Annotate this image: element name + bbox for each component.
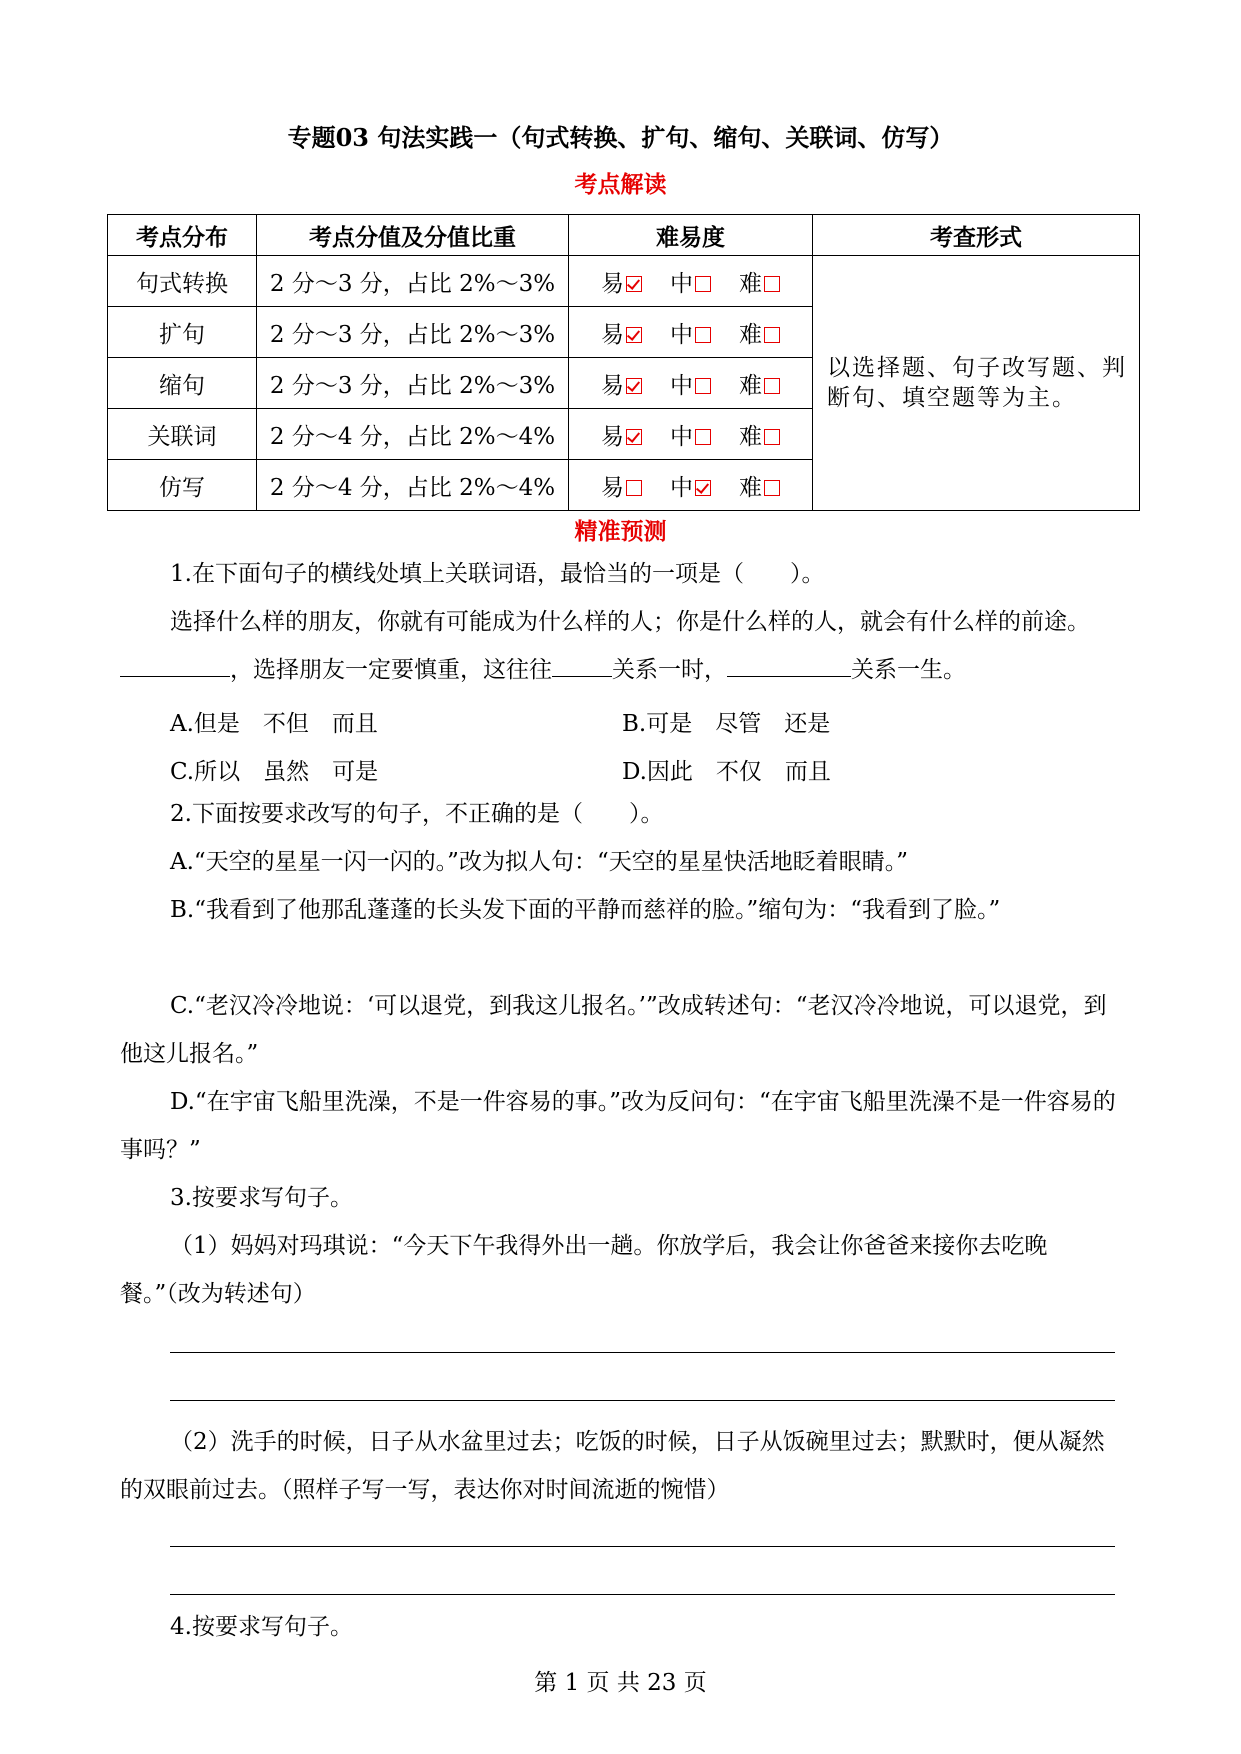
difficulty-option	[739, 265, 780, 298]
difficulty-option	[601, 367, 642, 400]
score-cell: 2 分～3 分，占比 2%～3%	[257, 307, 569, 358]
q1-option-a: A.但是 不但 而且	[170, 711, 378, 737]
topic-cell: 句式转换	[108, 256, 257, 307]
checked-box-icon	[626, 327, 642, 343]
q2-option-a: A.“天空的星星一闪一闪的。”改为拟人句：“天空的星星快活地眨着眼睛。”	[170, 849, 908, 875]
difficulty-option	[670, 265, 711, 298]
table-row	[108, 256, 1140, 307]
q2-option-c: C.“老汉冷冷地说：‘可以退党，到我这儿报名。’”改成转述句：“老汉冷冷地说，可以退党，到他这儿报名。”	[120, 993, 1107, 1067]
header-cell: 难易度	[569, 215, 813, 256]
q1-option-c: C.所以 虽然 可是	[170, 759, 379, 785]
difficulty-cell	[569, 307, 813, 358]
exam-points-table	[107, 214, 1140, 511]
difficulty-option	[739, 316, 780, 349]
answer-line[interactable]	[170, 1400, 1115, 1401]
difficulty-option	[670, 469, 711, 502]
difficulty-label: 易	[601, 423, 624, 450]
difficulty-label: 易	[601, 321, 624, 348]
answer-line[interactable]	[170, 1594, 1115, 1595]
checked-box-icon	[626, 429, 642, 445]
section-heading-analysis: 考点解读	[574, 171, 667, 198]
header-cell: 考点分值及分值比重	[257, 215, 569, 256]
difficulty-label: 易	[601, 270, 624, 297]
difficulty-cell	[569, 358, 813, 409]
q2-stem: 2.下面按要求改写的句子，不正确的是（ ）。	[170, 801, 664, 827]
topic-cell: 关联词	[108, 409, 257, 460]
difficulty-label: 易	[601, 474, 624, 501]
difficulty-label: 中	[670, 474, 693, 501]
empty-box-icon	[764, 327, 780, 343]
difficulty-option	[601, 418, 642, 451]
difficulty-label: 难	[739, 423, 762, 450]
empty-box-icon	[695, 276, 711, 292]
answer-line[interactable]	[170, 1546, 1115, 1547]
difficulty-label: 难	[739, 321, 762, 348]
difficulty-option	[739, 367, 780, 400]
difficulty-option	[670, 316, 711, 349]
difficulty-label: 中	[670, 372, 693, 399]
q1-stem: 1.在下面句子的横线处填上关联词语，最恰当的一项是（ ）。	[170, 561, 825, 587]
empty-box-icon	[764, 378, 780, 394]
empty-box-icon	[764, 480, 780, 496]
difficulty-option	[670, 367, 711, 400]
q3-stem: 3.按要求写句子。	[170, 1185, 353, 1211]
empty-box-icon	[764, 276, 780, 292]
header-cell: 考查形式	[813, 215, 1140, 256]
difficulty-label: 中	[670, 321, 693, 348]
difficulty-cell	[569, 409, 813, 460]
empty-box-icon	[695, 327, 711, 343]
difficulty-label: 中	[670, 270, 693, 297]
difficulty-label: 易	[601, 372, 624, 399]
score-cell: 2 分～4 分，占比 2%～4%	[257, 460, 569, 511]
q1-passage	[120, 598, 1120, 694]
q1-option-b: B.可是 尽管 还是	[622, 711, 831, 737]
q1-passage-text: ，选择朋友一定要慎重，这往往	[230, 657, 552, 683]
empty-box-icon	[764, 429, 780, 445]
score-cell: 2 分～4 分，占比 2%～4%	[257, 409, 569, 460]
difficulty-option	[601, 265, 642, 298]
difficulty-cell	[569, 460, 813, 511]
empty-box-icon	[695, 378, 711, 394]
topic-cell: 扩句	[108, 307, 257, 358]
blank-line	[727, 656, 851, 677]
score-cell: 2 分～3 分，占比 2%～3%	[257, 358, 569, 409]
q4-stem: 4.按要求写句子。	[170, 1614, 353, 1640]
empty-box-icon	[695, 429, 711, 445]
header-cell: 考点分布	[108, 215, 257, 256]
table-header-row	[108, 215, 1140, 256]
answer-line[interactable]	[170, 1352, 1115, 1353]
difficulty-label: 难	[739, 270, 762, 297]
q2-option-b: B.“我看到了他那乱蓬蓬的长头发下面的平静而慈祥的脸。”缩句为：“我看到了脸。”	[170, 897, 1001, 923]
form-cell: 以选择题、句子改写题、判断句、填空题等为主。	[813, 256, 1140, 511]
difficulty-option	[670, 418, 711, 451]
blank-line	[120, 656, 230, 677]
q1-option-d: D.因此 不仅 而且	[622, 759, 831, 785]
topic-cell: 缩句	[108, 358, 257, 409]
difficulty-option	[739, 469, 780, 502]
q1-passage-text: 选择什么样的朋友，你就有可能成为什么样的人；你是什么样的人，就会有什么样的前途。	[170, 609, 1090, 635]
q1-passage-text: 关系一生。	[851, 657, 966, 683]
difficulty-option	[601, 469, 642, 502]
difficulty-label: 难	[739, 372, 762, 399]
checked-box-icon	[626, 276, 642, 292]
q1-passage-text: 关系一时，	[612, 657, 727, 683]
difficulty-label: 难	[739, 474, 762, 501]
checked-box-icon	[626, 378, 642, 394]
q3-part2: （2）洗手的时候，日子从水盆里过去；吃饭的时候，日子从饭碗里过去；默默时，便从凝然的双眼前过去。（照样子写一写，表达你对时间流逝的惋惜）	[120, 1429, 1105, 1503]
difficulty-cell	[569, 256, 813, 307]
empty-box-icon	[626, 480, 642, 496]
q2-option-d: D.“在宇宙飞船里洗澡，不是一件容易的事。”改为反问句：“在宇宙飞船里洗澡不是一件容易的事吗？”	[120, 1089, 1116, 1163]
page-title: 专题03 句法实践一（句式转换、扩句、缩句、关联词、仿写）	[287, 123, 954, 152]
blank-line	[552, 656, 612, 677]
topic-cell: 仿写	[108, 460, 257, 511]
page-footer: 第 1 页 共 23 页	[534, 1670, 707, 1696]
checked-box-icon	[695, 480, 711, 496]
score-cell: 2 分～3 分，占比 2%～3%	[257, 256, 569, 307]
q3-part1: （1）妈妈对玛琪说：“今天下午我得外出一趟。你放学后，我会让你爸爸来接你去吃晚餐。”（改为转述句）	[120, 1233, 1048, 1307]
section-heading-prediction: 精准预测	[574, 518, 667, 545]
difficulty-option	[739, 418, 780, 451]
difficulty-label: 中	[670, 423, 693, 450]
difficulty-option	[601, 316, 642, 349]
